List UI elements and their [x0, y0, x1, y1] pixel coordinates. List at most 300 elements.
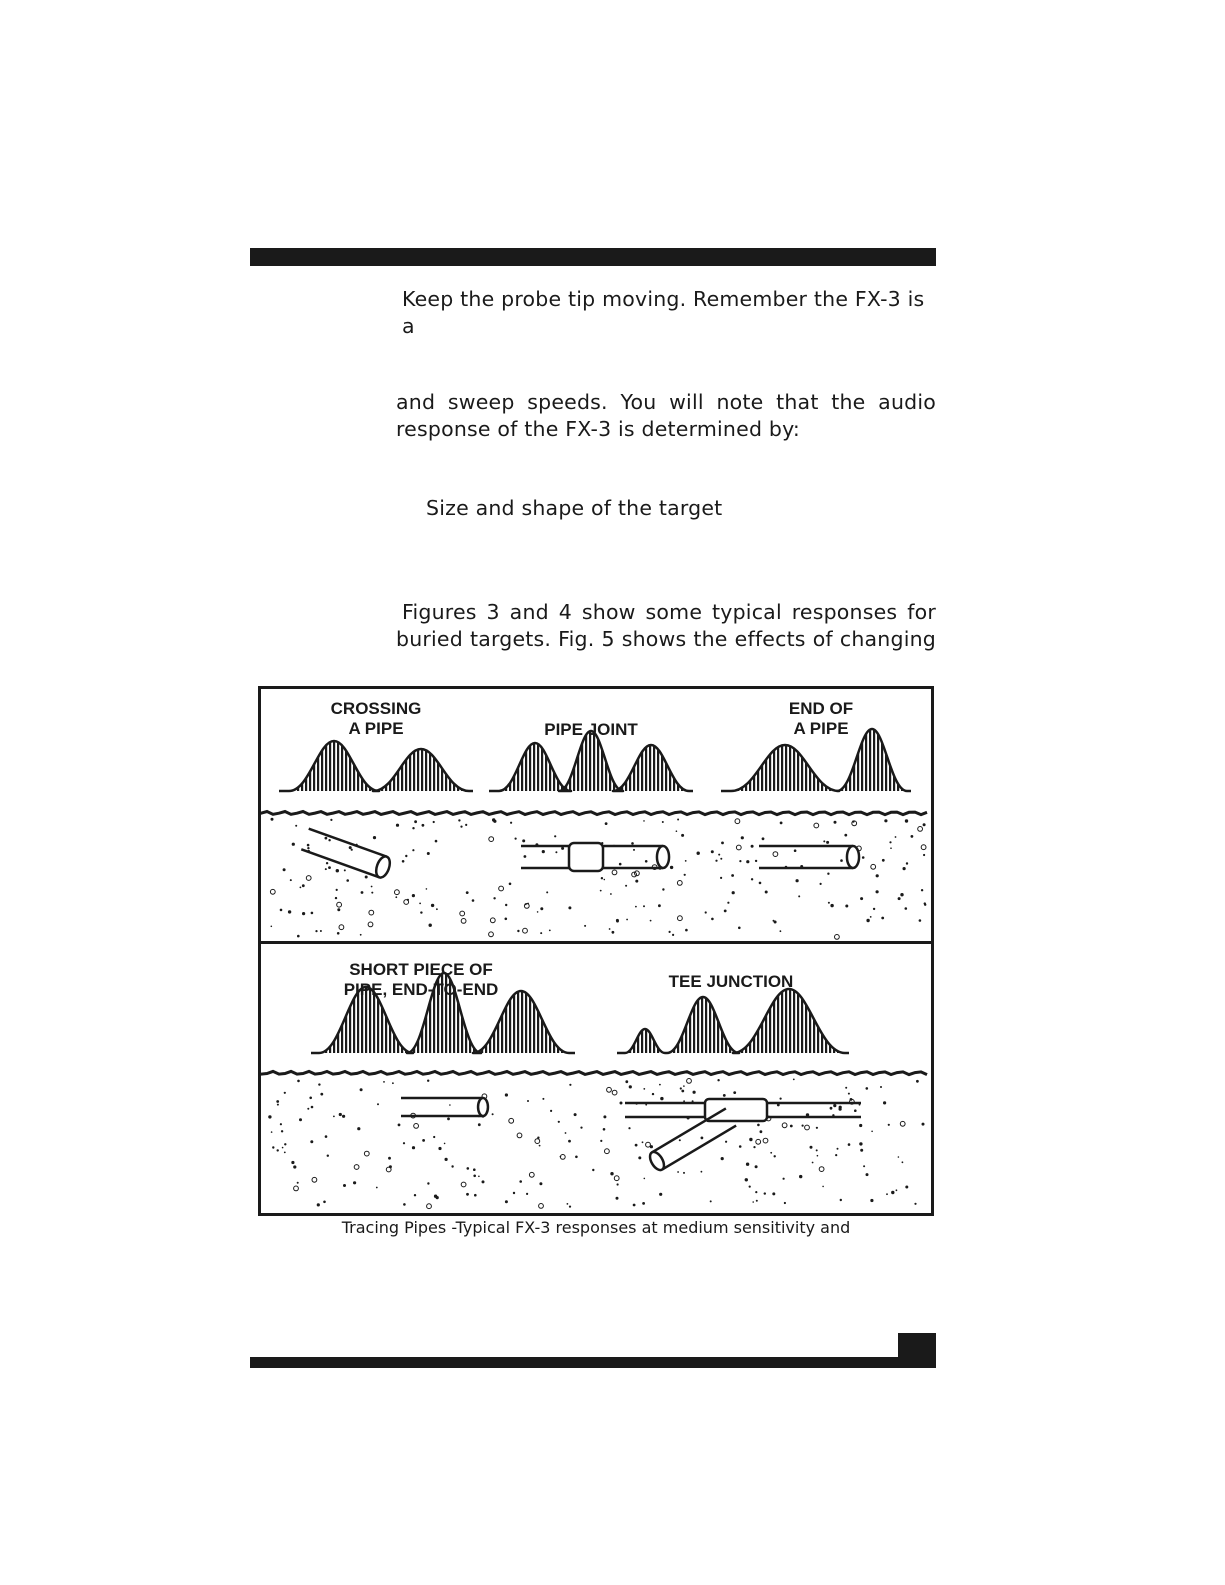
soil-speck — [318, 1083, 320, 1085]
soil-speck — [693, 1091, 696, 1094]
soil-speck — [633, 849, 635, 851]
soil-speck — [626, 919, 628, 921]
paragraph-line: buried targets. Fig. 5 shows the effects of changing — [396, 627, 936, 651]
soil-pebble — [337, 902, 342, 907]
soil-speck — [540, 907, 543, 910]
soil-speck — [724, 910, 727, 913]
soil-speck — [854, 1109, 857, 1112]
soil-speck — [683, 1172, 685, 1174]
soil-speck — [844, 834, 847, 837]
paragraph-line: Figures 3 and 4 show some typical responses for — [402, 600, 936, 624]
soil-speck — [336, 889, 338, 891]
soil-speck — [898, 1156, 900, 1158]
soil-speck — [271, 818, 274, 821]
soil-speck — [802, 1125, 804, 1127]
soil-speck — [344, 869, 346, 871]
soil-speck — [284, 1092, 286, 1094]
soil-speck — [902, 1161, 904, 1163]
soil-speck — [812, 1162, 814, 1164]
soil-speck — [830, 904, 833, 907]
soil-speck — [817, 1155, 819, 1157]
soil-speck — [888, 1124, 890, 1126]
soil-speck — [820, 883, 822, 885]
soil-speck — [827, 873, 829, 875]
soil-speck — [629, 1085, 632, 1088]
soil-speck — [757, 1124, 760, 1127]
soil-speck — [721, 842, 724, 845]
soil-pebble — [529, 1172, 534, 1177]
soil-speck — [677, 819, 679, 821]
ground-surface-line — [261, 1071, 927, 1074]
soil-pebble — [677, 881, 682, 886]
soil-speck — [916, 1080, 919, 1083]
soil-speck — [277, 1104, 279, 1106]
soil-speck — [601, 877, 603, 879]
soil-speck — [652, 1093, 654, 1095]
soil-speck — [527, 1100, 529, 1102]
soil-speck — [284, 1152, 286, 1154]
soil-speck — [793, 1079, 795, 1081]
soil-speck — [603, 1128, 606, 1131]
soil-speck — [343, 1184, 346, 1187]
soil-speck — [620, 1102, 623, 1105]
soil-speck — [311, 1106, 314, 1109]
soil-speck — [873, 908, 875, 910]
bottom-rule — [250, 1357, 936, 1368]
soil-speck — [268, 1115, 271, 1118]
soil-speck — [837, 1148, 839, 1150]
soil-speck — [542, 850, 545, 853]
soil-speck — [580, 1127, 582, 1129]
soil-speck — [866, 1087, 869, 1090]
soil-speck — [822, 1186, 824, 1188]
soil-speck — [905, 1186, 908, 1189]
soil-speck — [882, 859, 885, 862]
soil-speck — [871, 1131, 873, 1133]
soil-speck — [643, 820, 645, 822]
soil-speck — [438, 1147, 441, 1150]
soil-speck — [422, 824, 425, 827]
soil-speck — [276, 1100, 279, 1103]
soil-speck — [659, 1193, 662, 1196]
soil-speck — [924, 902, 926, 904]
soil-speck — [840, 1199, 842, 1201]
soil-speck — [919, 919, 922, 922]
soil-speck — [280, 909, 283, 912]
soil-speck — [505, 1200, 508, 1203]
soil-speck — [330, 819, 332, 821]
soil-speck — [765, 891, 768, 894]
soil-speck — [558, 1121, 560, 1123]
soil-speck — [720, 877, 722, 879]
soil-speck — [467, 1167, 470, 1170]
soil-speck — [711, 918, 714, 921]
soil-speck — [335, 897, 337, 899]
soil-speck — [670, 866, 673, 869]
soil-speck — [297, 935, 300, 938]
panel-divider — [261, 941, 931, 944]
soil-speck — [537, 911, 539, 913]
soil-speck — [680, 1087, 682, 1089]
soil-speck — [635, 1144, 638, 1147]
soil-speck — [436, 908, 438, 910]
pipe-end — [847, 846, 859, 868]
soil-speck — [458, 819, 460, 821]
soil-speck — [898, 897, 901, 900]
soil-speck — [746, 860, 749, 863]
soil-pebble — [921, 845, 926, 850]
soil-pebble — [819, 1167, 824, 1172]
soil-speck — [896, 1189, 898, 1191]
soil-pebble — [461, 919, 466, 924]
soil-speck — [633, 1204, 636, 1207]
soil-speck — [905, 907, 908, 910]
soil-speck — [684, 874, 686, 876]
top-rule — [250, 248, 936, 266]
soil-speck — [619, 863, 622, 866]
soil-speck — [555, 851, 557, 853]
soil-speck — [862, 856, 865, 859]
pipe-coupling — [569, 843, 603, 871]
soil-speck — [816, 1149, 818, 1151]
soil-speck — [472, 899, 475, 902]
soil-speck — [407, 899, 409, 901]
soil-pebble — [369, 910, 374, 915]
soil-pebble — [835, 935, 840, 940]
soil-speck — [886, 1193, 888, 1195]
soil-speck — [328, 866, 331, 869]
soil-speck — [755, 1165, 758, 1168]
soil-speck — [412, 827, 414, 829]
pipe-body — [759, 846, 853, 868]
soil-pebble — [607, 1087, 612, 1092]
soil-speck — [681, 1090, 684, 1093]
soil-speck — [310, 1140, 313, 1143]
soil-speck — [554, 835, 556, 837]
soil-speck — [302, 912, 305, 915]
soil-speck — [845, 905, 848, 908]
soil-speck — [755, 1191, 757, 1193]
soil-band-top — [261, 812, 927, 940]
soil-speck — [297, 1182, 299, 1184]
soil-pebble — [900, 1121, 905, 1126]
soil-speck — [427, 852, 430, 855]
soil-speck — [752, 1201, 754, 1203]
soil-speck — [377, 1103, 379, 1105]
soil-speck — [365, 876, 368, 879]
soil-pebble — [535, 1139, 540, 1144]
soil-speck — [293, 1165, 296, 1168]
soil-pebble — [773, 852, 778, 857]
soil-pebble — [763, 1138, 768, 1143]
soil-speck — [426, 888, 428, 890]
soil-speck — [271, 926, 273, 928]
soil-speck — [433, 1136, 435, 1138]
soil-speck — [277, 1149, 279, 1151]
soil-speck — [466, 891, 469, 894]
soil-speck — [866, 1173, 869, 1176]
soil-speck — [604, 879, 606, 881]
soil-speck — [739, 860, 741, 862]
soil-speck — [643, 905, 645, 907]
soil-speck — [282, 1147, 284, 1149]
soil-speck — [772, 1192, 775, 1195]
pipe-end — [374, 855, 393, 880]
soil-speck — [876, 890, 879, 893]
soil-speck — [662, 888, 664, 890]
soil-speck — [816, 1127, 818, 1129]
soil-speck — [741, 836, 744, 839]
pipe-end — [478, 1098, 488, 1116]
soil-speck — [895, 836, 897, 838]
soil-speck — [685, 929, 688, 932]
soil-speck — [612, 931, 615, 934]
soil-speck — [307, 1108, 309, 1110]
soil-speck — [780, 1098, 782, 1100]
soil-speck — [784, 1202, 786, 1204]
soil-speck — [326, 862, 328, 864]
soil-pebble — [612, 1090, 617, 1095]
soil-pebble — [395, 890, 400, 895]
soil-speck — [751, 878, 753, 880]
soil-speck — [701, 1137, 704, 1140]
soil-speck — [660, 1097, 663, 1100]
figure-caption: Tracing Pipes -Typical FX-3 responses at medium sensitivity and — [341, 1218, 851, 1237]
soil-speck — [658, 904, 661, 907]
soil-speck — [284, 1143, 286, 1145]
soil-pebble — [678, 916, 683, 921]
soil-speck — [659, 1084, 661, 1086]
paragraph-line: and sweep speeds. You will note that the audio — [396, 390, 936, 414]
soil-speck — [883, 1101, 886, 1104]
soil-speck — [859, 1124, 862, 1127]
soil-pebble — [605, 1149, 610, 1154]
soil-speck — [550, 1110, 552, 1112]
list-item: Size and shape of the target — [426, 496, 723, 520]
soil-speck — [906, 862, 908, 864]
soil-speck — [537, 1137, 539, 1139]
soil-speck — [705, 911, 707, 913]
soil-speck — [810, 1146, 813, 1149]
soil-speck — [751, 845, 754, 848]
soil-pebble — [490, 918, 495, 923]
soil-speck — [774, 1155, 776, 1157]
soil-speck — [539, 1145, 541, 1147]
label-tee-junction: TEE JUNCTION — [668, 972, 794, 991]
soil-speck — [676, 830, 678, 832]
soil-speck — [683, 1085, 685, 1087]
soil-speck — [436, 1196, 439, 1199]
soil-speck — [337, 908, 340, 911]
soil-speck — [307, 844, 310, 847]
soil-speck — [600, 890, 602, 892]
soil-speck — [715, 860, 717, 862]
soil-speck — [848, 1093, 850, 1095]
soil-speck — [794, 849, 797, 852]
paragraph-line: response of the FX-3 is determined by: — [396, 417, 801, 441]
soil-pebble — [687, 1079, 692, 1084]
soil-speck — [509, 883, 512, 886]
soil-speck — [515, 838, 517, 840]
soil-speck — [373, 836, 376, 839]
soil-speck — [546, 891, 548, 893]
soil-speck — [315, 930, 317, 932]
soil-pebble — [294, 1186, 299, 1191]
response-waveform — [279, 741, 473, 791]
soil-speck — [780, 930, 782, 932]
soil-speck — [732, 891, 735, 894]
soil-speck — [890, 847, 892, 849]
soil-speck — [845, 1087, 847, 1089]
soil-speck — [876, 874, 879, 877]
soil-speck — [317, 1203, 320, 1206]
soil-speck — [860, 1149, 863, 1152]
soil-speck — [451, 1165, 453, 1167]
soil-speck — [392, 1082, 394, 1084]
soil-speck — [388, 1157, 391, 1160]
soil-speck — [738, 927, 741, 930]
soil-speck — [745, 1178, 748, 1181]
soil-speck — [435, 840, 438, 843]
soil-speck — [718, 854, 720, 856]
soil-speck — [339, 1113, 342, 1116]
soil-speck — [881, 917, 884, 920]
ground-surface-line — [261, 812, 927, 815]
soil-pebble — [499, 886, 504, 891]
soil-pebble — [414, 1124, 419, 1129]
soil-speck — [302, 884, 305, 887]
soil-speck — [325, 1135, 328, 1138]
soil-speck — [643, 1088, 645, 1090]
soil-pebble — [736, 845, 741, 850]
soil-speck — [333, 1116, 335, 1118]
soil-pebble — [461, 1182, 466, 1187]
soil-speck — [427, 1182, 429, 1184]
soil-pebble — [735, 819, 740, 824]
soil-speck — [517, 930, 519, 932]
soil-pebble — [460, 911, 465, 916]
soil-speck — [642, 1202, 645, 1205]
pipe-end — [647, 1150, 667, 1173]
soil-speck — [542, 1098, 544, 1100]
soil-speck — [863, 1165, 865, 1167]
soil-speck — [799, 1175, 802, 1178]
soil-pebble — [509, 1118, 514, 1123]
pipe-tracing-figure — [258, 686, 934, 1216]
soil-speck — [288, 910, 291, 913]
soil-speck — [650, 920, 652, 922]
soil-speck — [866, 919, 869, 922]
soil-speck — [505, 1093, 508, 1096]
soil-speck — [360, 1088, 363, 1091]
soil-speck — [524, 855, 527, 858]
soil-pebble — [489, 837, 494, 842]
soil-speck — [669, 931, 671, 933]
soil-speck — [628, 1127, 630, 1129]
soil-speck — [746, 1163, 749, 1166]
soil-speck — [300, 887, 302, 889]
response-waveform — [617, 989, 849, 1053]
soil-speck — [351, 849, 353, 851]
soil-speck — [833, 1104, 836, 1107]
soil-speck — [444, 1143, 446, 1145]
soil-speck — [828, 902, 830, 904]
soil-speck — [568, 906, 571, 909]
soil-speck — [891, 1191, 894, 1194]
soil-speck — [727, 902, 729, 904]
soil-speck — [371, 886, 373, 888]
soil-speck — [798, 895, 800, 897]
soil-pebble — [368, 922, 373, 927]
soil-speck — [309, 1097, 312, 1100]
soil-band-bottom — [261, 1071, 927, 1208]
soil-speck — [723, 1094, 726, 1097]
soil-speck — [337, 932, 340, 935]
soil-speck — [609, 928, 611, 930]
soil-pebble — [354, 1165, 359, 1170]
soil-speck — [412, 1146, 415, 1149]
soil-speck — [412, 849, 414, 851]
soil-speck — [540, 932, 542, 934]
soil-speck — [681, 834, 684, 837]
soil-speck — [796, 879, 799, 882]
soil-speck — [756, 1200, 758, 1202]
soil-speck — [762, 837, 765, 840]
soil-speck — [826, 841, 829, 844]
soil-speck — [870, 916, 872, 918]
soil-speck — [422, 1139, 425, 1142]
soil-speck — [492, 818, 495, 821]
soil-speck — [431, 904, 434, 907]
soil-speck — [281, 1130, 283, 1132]
soil-speck — [638, 1156, 641, 1159]
soil-pebble — [782, 1123, 787, 1128]
soil-speck — [823, 840, 825, 842]
soil-speck — [923, 823, 926, 826]
soil-speck — [600, 1140, 602, 1142]
soil-pebble — [524, 904, 529, 909]
soil-speck — [605, 822, 608, 825]
soil-pebble — [614, 1176, 619, 1181]
soil-speck — [353, 1181, 356, 1184]
soil-speck — [473, 1175, 476, 1178]
soil-speck — [903, 867, 906, 870]
soil-speck — [749, 1138, 752, 1141]
soil-speck — [635, 880, 638, 883]
soil-speck — [346, 879, 349, 882]
soil-speck — [361, 891, 364, 894]
soil-speck — [610, 893, 612, 895]
soil-speck — [561, 847, 564, 850]
soil-pebble — [871, 864, 876, 869]
soil-speck — [631, 842, 634, 845]
soil-speck — [770, 1152, 772, 1154]
soil-speck — [429, 924, 432, 927]
soil-speck — [493, 897, 495, 899]
label-short-piece-of-pipe: SHORT PIECE OF PIPE, END-TO-END — [343, 960, 499, 999]
soil-speck — [717, 1079, 719, 1081]
figure-illustration — [261, 689, 931, 1213]
soil-speck — [482, 1180, 485, 1183]
soil-speck — [395, 896, 397, 898]
soil-pebble — [517, 1133, 522, 1138]
soil-speck — [584, 925, 586, 927]
soil-speck — [914, 1203, 916, 1205]
soil-speck — [662, 821, 664, 823]
soil-speck — [445, 1158, 448, 1161]
soil-speck — [900, 893, 903, 896]
soil-speck — [291, 1161, 294, 1164]
